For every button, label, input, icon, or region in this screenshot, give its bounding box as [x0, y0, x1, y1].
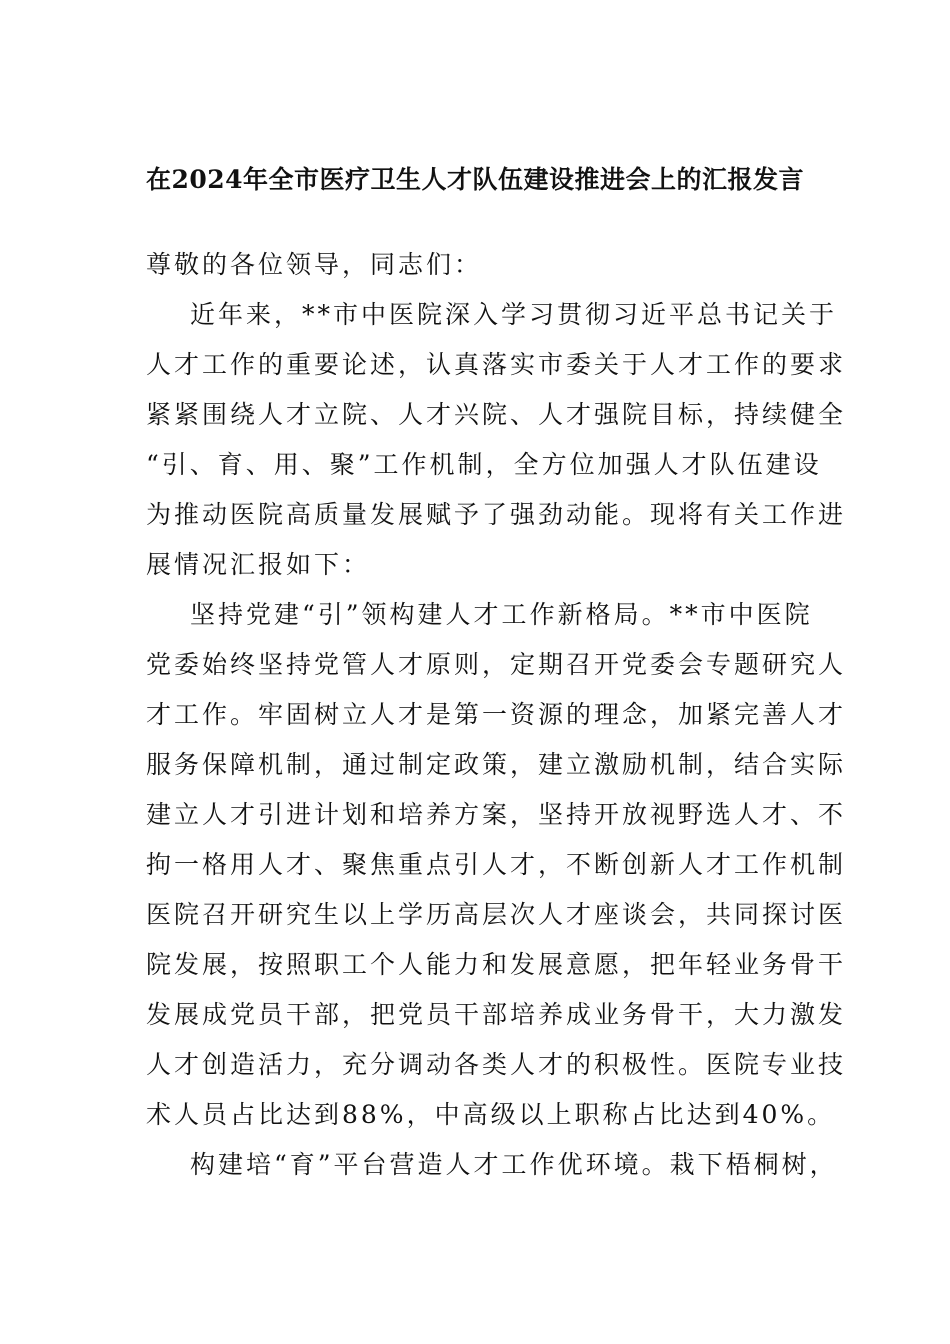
- body-text-line: 近年来，**市中医院深入学习贯彻习近平总书记关于: [190, 300, 838, 329]
- body-text-line: 发展成党员干部，把党员干部培养成业务骨干，大力激发: [146, 1000, 847, 1029]
- body-text-line: 院发展，按照职工个人能力和发展意愿，把年轻业务骨干: [146, 950, 847, 979]
- body-text-line: 人才工作的重要论述，认真落实市委关于人才工作的要求: [146, 350, 847, 379]
- body-text-line: 紧紧围绕人才立院、人才兴院、人才强院目标，持续健全: [146, 400, 847, 429]
- body-text-line: 坚持党建“引”领构建人才工作新格局。**市中医院: [190, 600, 813, 629]
- body-text-line: 尊敬的各位领导，同志们：: [146, 250, 483, 279]
- body-text-line: 服务保障机制，通过制定政策，建立激励机制，结合实际: [146, 750, 847, 779]
- body-text-line: 拘一格用人才、聚焦重点引人才，不断创新人才工作机制: [146, 850, 847, 879]
- body-text-line: 构建培“育”平台营造人才工作优环境。栽下梧桐树，: [190, 1150, 838, 1179]
- document-title: 在2024年全市医疗卫生人才队伍建设推进会上的汇报发言: [145, 165, 805, 194]
- body-text-line: 党委始终坚持党管人才原则，定期召开党委会专题研究人: [146, 650, 847, 679]
- body-text-line: “引、育、用、聚”工作机制，全方位加强人才队伍建设: [146, 450, 822, 479]
- body-text-line: 才工作。牢固树立人才是第一资源的理念，加紧完善人才: [146, 700, 847, 729]
- body-text-line: 为推动医院高质量发展赋予了强劲动能。现将有关工作进: [146, 500, 847, 529]
- body-text-line: 医院召开研究生以上学历高层次人才座谈会，共同探讨医: [146, 900, 847, 929]
- body-text-line: 建立人才引进计划和培养方案，坚持开放视野选人才、不: [146, 800, 847, 829]
- body-text-line: 展情况汇报如下：: [146, 550, 371, 579]
- body-text-line: 人才创造活力，充分调动各类人才的积极性。医院专业技: [146, 1050, 847, 1079]
- document-body: [146, 240, 847, 1190]
- body-text-line: 术人员占比达到88%，中高级以上职称占比达到40%。: [146, 1100, 836, 1129]
